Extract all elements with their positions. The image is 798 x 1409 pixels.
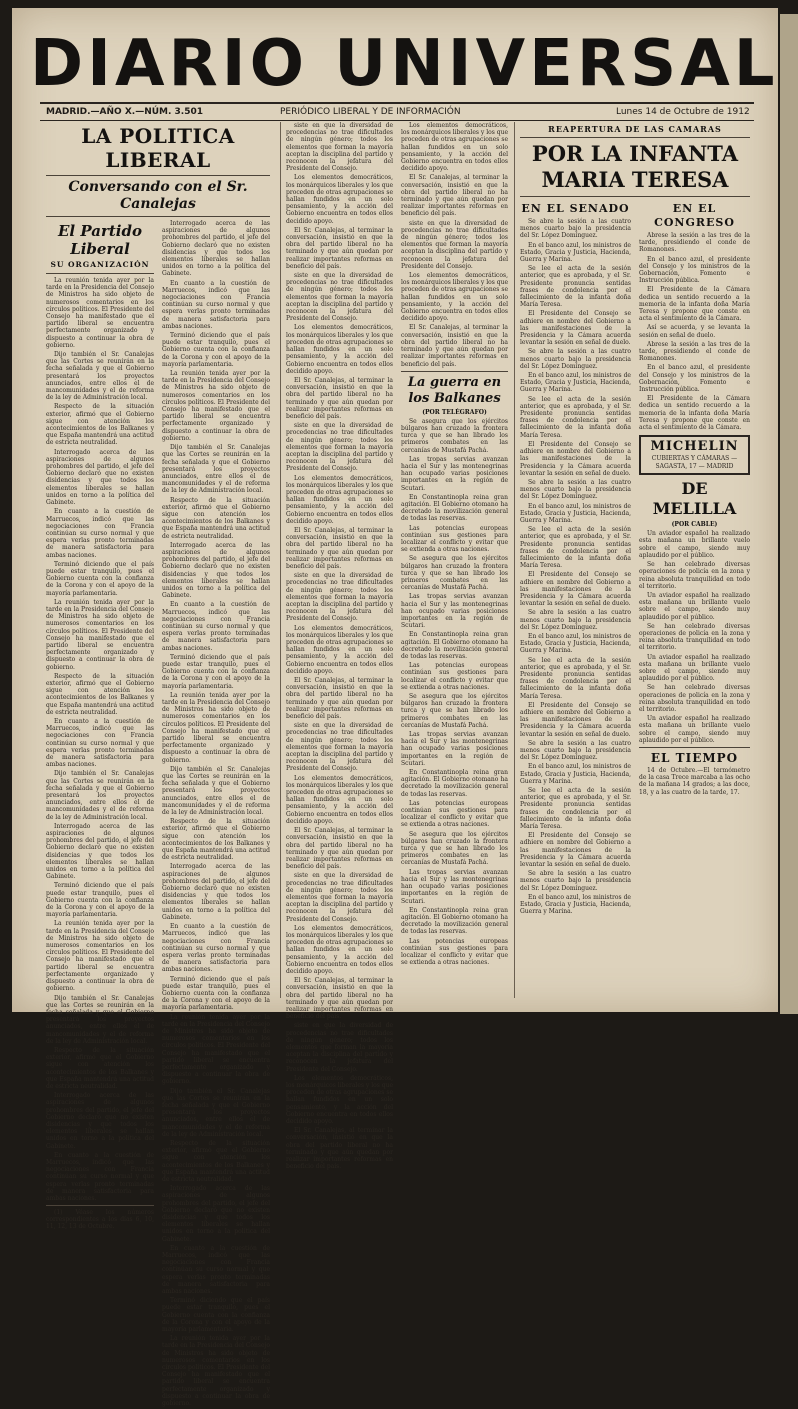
article-paragraph: Interrogado acerca de las aspiraciones de algunos prohombres del partido, el jefe del Gobierno declaró que no existen disidencias y que todos los elementos liberales se hallan unidos en torno a la política del Gabinete.: [46, 1092, 154, 1150]
masthead-title: DIARIO UNIVERSAL: [30, 27, 779, 101]
article-paragraph: El Sr. Canalejas, al terminar la conversación, insistió en que la obra del partido liberal no ha terminado y que aún quedan por realizar importantes reformas en beneficio del país.: [286, 1127, 393, 1171]
article-paragraph: En cuanto a la cuestión de Marruecos, indicó que las negociaciones con Francia continúan su curso normal y que espera verlas pronto terminadas de manera satisfactoria para ambas naciones.: [46, 1151, 154, 1202]
article-paragraph: En el banco azul, los ministros de Estado, Gracia y Justicia, Hacienda, Guerra y Marina.: [520, 502, 631, 524]
article-paragraph: La reunión tenida ayer por la tarde en la Presidencia del Consejo de Ministros ha sido objeto de numerosos comentarios en los círculos políticos. El Presidente del Consejo ha manifestado que el partido liberal se encuentra perfectamente organizado y dispuesto a continuar la obra de gobierno.: [46, 598, 154, 671]
article-paragraph: Dijo también el Sr. Canalejas que las Cortes se reunirán en la fecha señalada y que el Gobierno presentará los proyectos anunciados, entre ellos el de mancomunidades y el de reforma de la ley de Administración local.: [46, 351, 154, 402]
article-paragraph: En cuanto a la cuestión de Marruecos, indicó que las negociaciones con Francia continúan su curso normal y que espera verlas pronto terminadas de manera satisfactoria para ambas naciones.: [162, 601, 270, 652]
next-page-edge: [780, 14, 798, 1014]
article-paragraph: Se lee el acta de la sesión anterior, que es aprobada, y el Sr. Presidente pronuncia sentidas frases de condolencia por el fallecimiento de la infanta doña María Teresa.: [520, 526, 631, 570]
article-paragraph: Se abre la sesión a las cuatro menos cuarto bajo la presidencia del Sr. López Domínguez.: [520, 218, 631, 240]
article-paragraph: Las tropas servias avanzan hacia el Sur y las montenegrinas han ocupado varias posiciones importantes en la región de Scutari.: [401, 868, 508, 905]
article-paragraph: siste en que la diversidad de procedencias no trae dificultades de ningún género; todos los elementos que forman la mayoría aceptan la disciplina del partido y reconocen la jefatura del Presidente del Consejo.: [286, 1022, 393, 1073]
article-paragraph: Se abre la sesión a las cuatro menos cuarto bajo la presidencia del Sr. López Domínguez.: [520, 478, 631, 501]
article-paragraph: Se abre la sesión a las cuatro menos cuarto bajo la presidencia del Sr. López Domínguez.: [520, 609, 631, 631]
article-paragraph: Se abre la sesión a las cuatro menos cuarto bajo la presidencia del Sr. López Domínguez.: [520, 348, 631, 370]
article-paragraph: Los elementos democráticos, los monárquicos liberales y los que proceden de otras agrupaciones se hallan fundidos en un solo pensamiento, y la acción del Gobierno encuentra en todos ellos decidido apoyo.: [286, 774, 393, 825]
article-paragraph: El Sr. Canalejas, al terminar la conversación, insistió en que la obra del partido liberal no ha terminado y que aún quedan por realizar importantes reformas en beneficio del país.: [286, 226, 393, 270]
article-paragraph: Los elementos democráticos, los monárquicos liberales y los que proceden de otras agrupaciones se hallan fundidos en un solo pensamiento, y la acción del Gobierno encuentra en todos ellos decidido apoyo.: [401, 272, 508, 323]
article-paragraph: 14 de Octubre.—El termómetro de la casa Trece marcaba a las ocho de la mañana 14 grados; a las doce, 18, y a las cuatro de la tarde, 17.: [639, 766, 750, 796]
article-paragraph: Abrese la sesión a las tres de la tarde, presidiendo el conde de Romanones.: [639, 340, 750, 363]
article-paragraph: Las tropas servias avanzan hacia el Sur y las montenegrinas han ocupado varias posiciones importantes en la región de Scutari.: [401, 593, 508, 630]
article-paragraph: El Presidente del Consejo se adhiere en nombre del Gobierno a las manifestaciones de la Presidencia y la Cámara acuerda levantar la sesión en señal de duelo.: [520, 310, 631, 347]
divider: [639, 747, 750, 748]
article-paragraph: El Sr. Canalejas, al terminar la conversación, insistió en que la obra del partido liberal no ha terminado y que aún quedan por realizar importantes reformas en beneficio del país.: [286, 677, 393, 721]
article-paragraph: En el banco azul, el presidente del Consejo y los ministros de la Gobernación, Fomento e Instrucción pública.: [639, 364, 750, 394]
article-paragraph: Terminó diciendo que el país puede estar tranquilo, pues el Gobierno cuenta con la confianza de la Corona y con el apoyo de la mayoría parlamentaria.: [162, 332, 270, 368]
footnote: (1) Véase los números correspondientes a los días 6, 10, 11, 12, 13 de Octubre.: [46, 1209, 154, 1231]
column-rule: [280, 122, 281, 998]
article-paragraph: siste en que la diversidad de procedencias no trae dificultades de ningún género; todos los elementos que forman la mayoría aceptan la disciplina del partido y reconocen la jefatura del Presidente del Consejo.: [286, 872, 393, 923]
article-paragraph: Terminó diciendo que el país puede estar tranquilo, pues el Gobierno cuenta con la confianza de la Corona y con el apoyo de la mayoría parlamentaria.: [162, 1297, 270, 1334]
article-paragraph: En el banco azul, los ministros de Estado, Gracia y Justicia, Hacienda, Guerra y Marina.: [520, 893, 631, 916]
article-paragraph: En cuanto a la cuestión de Marruecos, indicó que las negociaciones con Francia continúan su curso normal y que espera verlas pronto terminadas de manera satisfactoria para ambas naciones.: [162, 1244, 270, 1296]
article-paragraph: Se han celebrado diversas operaciones de policía en la zona y reina absoluta tranquilidad en todo el territorio.: [639, 561, 750, 590]
article-paragraph: Los elementos democráticos, los monárquicos liberales y los que proceden de otras agrupaciones se hallan fundidos en un solo pensamiento, y la acción del Gobierno encuentra en todos ellos decidido apoyo.: [286, 324, 393, 375]
article-paragraph: Las potencias europeas continúan sus gestiones para localizar el conflicto y evitar que se extienda a otras naciones.: [401, 937, 508, 967]
balkan-headline: La guerra en los Balkanes: [407, 374, 502, 406]
michelin-ad: [639, 435, 750, 475]
article-paragraph: Se abre la sesión a las cuatro menos cuarto bajo la presidencia del Sr. López Domínguez.: [520, 870, 631, 892]
ad-line: CUBIERTAS Y CÁMARAS — SAGASTA, 17 — MADRID: [651, 455, 738, 471]
article-paragraph: El Presidente del Consejo se adhiere en nombre del Gobierno a las manifestaciones de la Presidencia y la Cámara acuerda levantar la sesión en señal de duelo.: [520, 832, 631, 869]
chambers-banner: REAPERTURA DE LAS CAMARAS: [548, 124, 722, 134]
article-paragraph: Se han celebrado diversas operaciones de policía en la zona y reina absoluta tranquilidad en todo el territorio.: [639, 684, 750, 713]
article-paragraph: Interrogado acerca de las aspiraciones de algunos prohombres del partido, el jefe del Gobierno declaró que no existen disidencias y que todos los elementos liberales se hallan unidos en torno a la política del Gabinete.: [162, 1185, 270, 1243]
article-paragraph: El Sr. Canalejas, al terminar la conversación, insistió en que la obra del partido liberal no ha terminado y que aún quedan por realizar importantes reformas en beneficio del país.: [401, 324, 508, 368]
article-paragraph: siste en que la diversidad de procedencias no trae dificultades de ningún género; todos los elementos que forman la mayoría aceptan la disciplina del partido y reconocen la jefatura del Presidente del Consejo.: [286, 572, 393, 623]
column-rule: [514, 122, 515, 998]
article-paragraph: Interrogado acerca de las aspiraciones de algunos prohombres del partido, el jefe del Gobierno declaró que no existen disidencias y que todos los elementos liberales se hallan unidos en torno a la política del Gabinete.: [46, 822, 154, 881]
article-paragraph: Se han celebrado diversas operaciones de policía en la zona y reina absoluta tranquilidad en todo el territorio.: [639, 622, 750, 652]
left-headline: LA POLITICA LIBERAL: [81, 124, 235, 172]
article-paragraph: Terminó diciendo que el país puede estar tranquilo, pues el Gobierno cuenta con la confianza de la Corona y con el apoyo de la mayoría parlamentaria.: [46, 560, 154, 597]
article-paragraph: Los elementos democráticos, los monárquicos liberales y los que proceden de otras agrupaciones se hallan fundidos en un solo pensamiento, y la acción del Gobierno encuentra en todos ellos decidido apoyo.: [286, 924, 393, 975]
article-paragraph: Dijo también el Sr. Canalejas que las Cortes se reunirán en la fecha señalada y que el Gobierno presentará los proyectos anunciados, entre ellos el de mancomunidades y el de reforma de la ley de Administración local.: [162, 1087, 270, 1138]
issue-date: Lunes 14 de Octubre de 1912: [616, 107, 750, 117]
article-paragraph: Interrogado acerca de las aspiraciones de algunos prohombres del partido, el jefe del Gobierno declaró que no existen disidencias y que todos los elementos liberales se hallan unidos en torno a la política del Gabinete.: [46, 448, 154, 507]
article-paragraph: Así se acuerda, y se levanta la sesión en señal de duelo.: [639, 324, 750, 339]
melilla-heading: DE MELILLA: [652, 479, 737, 519]
article-paragraph: En el banco azul, los ministros de Estado, Gracia y Justicia, Hacienda, Guerra y Marina.: [520, 241, 631, 264]
melilla-subhead: (POR CABLE): [671, 521, 718, 529]
article-paragraph: Los elementos democráticos, los monárquicos liberales y los que proceden de otras agrupaciones se hallan fundidos en un solo pensamiento, y la acción del Gobierno encuentra en todos ellos decidido apoyo.: [286, 474, 393, 525]
divider: [401, 371, 508, 372]
article-paragraph: En Constantinopla reina gran agitación. El Gobierno otomano ha decretado la movilización general de todas las reservas.: [401, 769, 508, 798]
divider: [46, 216, 270, 217]
weather-heading: EL TIEMPO: [650, 750, 739, 765]
article-paragraph: Se asegura que los ejércitos búlgaros han cruzado la frontera turca y que se han librado los primeros combates en las cercanías de Mustafá Pachá.: [401, 693, 508, 729]
article-paragraph: La reunión tenida ayer por la tarde en la Presidencia del Consejo de Ministros ha sido objeto de numerosos comentarios en los círculos políticos. El Presidente del Consejo ha manifestado que el partido liberal se encuentra perfectamente organizado y dispuesto a continuar la obra de gobierno.: [162, 1013, 270, 1086]
divider: [46, 175, 270, 176]
article-paragraph: Se lee el acta de la sesión anterior, que es aprobada, y el Sr. Presidente pronuncia sentidas frases de condolencia por el fallecimiento de la infanta doña María Teresa.: [520, 656, 631, 700]
article-paragraph: En cuanto a la cuestión de Marruecos, indicó que las negociaciones con Francia continúan su curso normal y que espera verlas pronto terminadas de manera satisfactoria para ambas naciones.: [162, 279, 270, 330]
article-paragraph: El Sr. Canalejas, al terminar la conversación, insistió en que la obra del partido liberal no ha terminado y que aún quedan por realizar importantes reformas en beneficio del país.: [401, 174, 508, 218]
article-paragraph: siste en que la diversidad de procedencias no trae dificultades de ningún género; todos los elementos que forman la mayoría aceptan la disciplina del partido y reconocen la jefatura del Presidente del Consejo.: [286, 122, 393, 173]
article-paragraph: Las potencias europeas continúan sus gestiones para localizar el conflicto y evitar que se extienda a otras naciones.: [401, 662, 508, 691]
column-right: [520, 122, 750, 998]
article-paragraph: Terminó diciendo que el país puede estar tranquilo, pues el Gobierno cuenta con la confianza de la Corona y con el apoyo de la mayoría parlamentaria.: [46, 882, 154, 919]
article-paragraph: Los elementos democráticos, los monárquicos liberales y los que proceden de otras agrupaciones se hallan fundidos en un solo pensamiento, y la acción del Gobierno encuentra en todos ellos decidido apoyo.: [286, 174, 393, 225]
article-paragraph: Los elementos democráticos, los monárquicos liberales y los que proceden de otras agrupaciones se hallan fundidos en un solo pensamiento, y la acción del Gobierno encuentra en todos ellos decidido apoyo.: [286, 1074, 393, 1126]
article-paragraph: Interrogado acerca de las aspiraciones de algunos prohombres del partido, el jefe del Gobierno declaró que no existen disidencias y que todos los elementos liberales se hallan unidos en torno a la política del Gabinete.: [162, 541, 270, 600]
article-paragraph: Respecto de la situación exterior, afirmó que el Gobierno sigue con atención los acontecimientos de los Balkanes y que España mantendrá una actitud de estricta neutralidad.: [46, 1046, 154, 1090]
divider: [520, 137, 750, 138]
article-paragraph: siste en que la diversidad de procedencias no trae dificultades de ningún género; todos los elementos que forman la mayoría aceptan la disciplina del partido y reconocen la jefatura del Presidente del Consejo.: [286, 422, 393, 473]
article-paragraph: Un aviador español ha realizado esta mañana un brillante vuelo sobre el campo, siendo muy aplaudido por el público.: [639, 653, 750, 683]
article-paragraph: La reunión tenida ayer por la tarde en la Presidencia del Consejo de Ministros ha sido objeto de numerosos comentarios en los círculos políticos. El Presidente del Consejo ha manifestado que el partido liberal se encuentra perfectamente organizado y dispuesto a continuar la obra de gobierno.: [162, 370, 270, 442]
article-paragraph: El Presidente del Consejo se adhiere en nombre del Gobierno a las manifestaciones de la Presidencia y la Cámara acuerda levantar la sesión en señal de duelo.: [520, 701, 631, 738]
article-paragraph: La reunión tenida ayer por la tarde en la Presidencia del Consejo de Ministros ha sido objeto de numerosos comentarios en los círculos políticos. El Presidente del Consejo ha manifestado que el partido liberal se encuentra perfectamente organizado y dispuesto a continuar la obra de gobierno.: [46, 277, 154, 349]
article-paragraph: Dijo también el Sr. Canalejas que las Cortes se reunirán en la fecha señalada y que el Gobierno presentará los proyectos anunciados, entre ellos el de mancomunidades y el de reforma de la ley de Administración local.: [162, 765, 270, 817]
article-paragraph: siste en que la diversidad de procedencias no trae dificultades de ningún género; todos los elementos que forman la mayoría aceptan la disciplina del partido y reconocen la jefatura del Presidente del Consejo.: [286, 722, 393, 773]
article-paragraph: En Constantinopla reina gran agitación. El Gobierno otomano ha decretado la movilización general de todas las reservas.: [401, 493, 508, 523]
article-paragraph: Un aviador español ha realizado esta mañana un brillante vuelo sobre el campo, siendo muy aplaudido por el público.: [639, 715, 750, 744]
congress-heading: EN EL CONGRESO: [654, 202, 735, 229]
article-paragraph: Las potencias europeas continúan sus gestiones para localizar el conflicto y evitar que se extienda a otras naciones.: [401, 524, 508, 554]
article-paragraph: El Presidente de la Cámara dedica un sentido recuerdo a la memoria de la infanta doña María Teresa y propone que conste en acta el sentimiento de la Cámara.: [639, 286, 750, 323]
article-paragraph: Interrogado acerca de las aspiraciones de algunos prohombres del partido, el jefe del Gobierno declaró que no existen disidencias y que todos los elementos liberales se hallan unidos en torno a la política del Gabinete.: [162, 863, 270, 921]
section-title: El Partido Liberal: [58, 222, 142, 258]
divider: [46, 1205, 154, 1206]
article-paragraph: En Constantinopla reina gran agitación. El Gobierno otomano ha decretado la movilización general de todas las reservas.: [401, 906, 508, 936]
divider: [520, 196, 750, 197]
article-paragraph: En cuanto a la cuestión de Marruecos, indicó que las negociaciones con Francia continúan su curso normal y que espera verlas pronto terminadas de manera satisfactoria para ambas naciones.: [162, 923, 270, 974]
senate-heading: EN EL SENADO: [521, 202, 630, 215]
article-paragraph: Respecto de la situación exterior, afirmó que el Gobierno sigue con atención los acontecimientos de los Balkanes y que España mantendrá una actitud de estricta neutralidad.: [46, 672, 154, 716]
article-paragraph: La reunión tenida ayer por la tarde en la Presidencia del Consejo de Ministros ha sido objeto de numerosos comentarios en los círculos políticos. El Presidente del Consejo ha manifestado que el partido liberal se encuentra perfectamente organizado y dispuesto a continuar la obra de gobierno.: [46, 920, 154, 993]
article-paragraph: Se lee el acta de la sesión anterior, que es aprobada, y el Sr. Presidente pronuncia sentidas frases de condolencia por el fallecimiento de la infanta doña María Teresa.: [520, 395, 631, 439]
article-paragraph: Terminó diciendo que el país puede estar tranquilo, pues el Gobierno cuenta con la confianza de la Corona y con el apoyo de la mayoría parlamentaria.: [162, 975, 270, 1012]
article-paragraph: Dijo también el Sr. Canalejas que las Cortes se reunirán en la fecha señalada y que el Gobierno presentará los proyectos anunciados, entre ellos el de mancomunidades y el de reforma de la ley de Administración local.: [162, 444, 270, 495]
article-paragraph: siste en que la diversidad de procedencias no trae dificultades de ningún género; todos los elementos que forman la mayoría aceptan la disciplina del partido y reconocen la jefatura del Presidente del Consejo.: [286, 272, 393, 323]
article-paragraph: El Sr. Canalejas, al terminar la conversación, insistió en que la obra del partido liberal no ha terminado y que aún quedan por realizar importantes reformas en beneficio del país.: [286, 827, 393, 871]
article-paragraph: Se asegura que los ejércitos búlgaros han cruzado la frontera turca y que se han librado los primeros combates en las cercanías de Mustafá Pachá.: [401, 555, 508, 592]
right-headline: POR LA INFANTA MARIA TERESA: [531, 141, 739, 192]
article-paragraph: En el banco azul, los ministros de Estado, Gracia y Justicia, Hacienda, Guerra y Marina.: [520, 632, 631, 655]
article-paragraph: Los elementos democráticos, los monárquicos liberales y los que proceden de otras agrupaciones se hallan fundidos en un solo pensamiento, y la acción del Gobierno encuentra en todos ellos decidido apoyo.: [286, 624, 393, 675]
subheader-bar: [40, 102, 754, 121]
article-paragraph: El Presidente de la Cámara dedica un sentido recuerdo a la memoria de la infanta doña María Teresa y propone que conste en acta el sentimiento de la Cámara.: [639, 395, 750, 432]
column-middle: [286, 122, 508, 1171]
article-paragraph: Abrese la sesión a las tres de la tarde, presidiendo el conde de Romanones.: [639, 232, 750, 254]
divider: [46, 273, 154, 274]
article-paragraph: La reunión tenida ayer por la tarde en la Presidencia del Consejo de Ministros ha sido objeto de numerosos comentarios en los círculos políticos. El Presidente del Consejo ha manifestado que el partido liberal se encuentra perfectamente organizado y dispuesto a continuar la obra de gobierno.: [162, 1335, 270, 1408]
article-paragraph: Respecto de la situación exterior, afirmó que el Gobierno sigue con atención los acontecimientos de los Balkanes y que España mantendrá una actitud de estricta neutralidad.: [162, 818, 270, 862]
ad-title: MICHELIN: [650, 439, 739, 455]
article-paragraph: El Sr. Canalejas, al terminar la conversación, insistió en que la obra del partido liberal no ha terminado y que aún quedan por realizar importantes reformas en beneficio del país.: [286, 526, 393, 570]
article-paragraph: El Sr. Canalejas, al terminar la conversación, insistió en que la obra del partido liberal no ha terminado y que aún quedan por realizar importantes reformas en beneficio del país.: [286, 977, 393, 1021]
article-paragraph: Un aviador español ha realizado esta mañana un brillante vuelo sobre el campo, siendo muy aplaudido por el público.: [639, 530, 750, 559]
article-paragraph: Se lee el acta de la sesión anterior, que es aprobada, y el Sr. Presidente pronuncia sentidas frases de condolencia por el fallecimiento de la infanta doña María Teresa.: [520, 265, 631, 309]
article-paragraph: Las tropas servias avanzan hacia el Sur y las montenegrinas han ocupado varias posiciones importantes en la región de Scutari.: [401, 455, 508, 492]
article-paragraph: Interrogado acerca de las aspiraciones de algunos prohombres del partido, el jefe del Gobierno declaró que no existen disidencias y que todos los elementos liberales se hallan unidos en torno a la política del Gabinete.: [162, 220, 270, 278]
tagline: PERIÓDICO LIBERAL Y DE INFORMACIÓN: [280, 107, 461, 117]
article-paragraph: En el banco azul, el presidente del Consejo y los ministros de la Gobernación, Fomento e Instrucción pública.: [639, 255, 750, 285]
column-left: [46, 122, 270, 1408]
article-paragraph: Respecto de la situación exterior, afirmó que el Gobierno sigue con atención los acontecimientos de los Balkanes y que España mantendrá una actitud de estricta neutralidad.: [162, 496, 270, 540]
article-paragraph: En el banco azul, los ministros de Estado, Gracia y Justicia, Hacienda, Guerra y Marina.: [520, 763, 631, 785]
article-paragraph: Se asegura que los ejércitos búlgaros han cruzado la frontera turca y que se han librado los primeros combates en las cercanías de Mustafá Pachá.: [401, 830, 508, 867]
article-paragraph: Respecto de la situación exterior, afirmó que el Gobierno sigue con atención los acontecimientos de los Balkanes y que España mantendrá una actitud de estricta neutralidad.: [46, 403, 154, 447]
article-paragraph: Respecto de la situación exterior, afirmó que el Gobierno sigue con atención los acontecimientos de los Balkanes y que España mantendrá una actitud de estricta neutralidad.: [162, 1139, 270, 1183]
article-paragraph: En cuanto a la cuestión de Marruecos, indicó que las negociaciones con Francia continúan su curso normal y que espera verlas pronto terminadas de manera satisfactoria para ambas naciones.: [46, 717, 154, 769]
article-paragraph: Terminó diciendo que el país puede estar tranquilo, pues el Gobierno cuenta con la confianza de la Corona y con el apoyo de la mayoría parlamentaria.: [162, 653, 270, 690]
article-paragraph: Dijo también el Sr. Canalejas que las Cortes se reunirán en la fecha señalada y que el Gobierno presentará los proyectos anunciados, entre ellos el de mancomunidades y el de reforma de la ley de Administración local.: [46, 770, 154, 821]
article-paragraph: En el banco azul, los ministros de Estado, Gracia y Justicia, Hacienda, Guerra y Marina.: [520, 372, 631, 394]
balkan-subhead: (POR TELÉGRAFO): [422, 408, 487, 416]
article-paragraph: En Constantinopla reina gran agitación. El Gobierno otomano ha decretado la movilización general de todas las reservas.: [401, 631, 508, 660]
article-paragraph: Las potencias europeas continúan sus gestiones para localizar el conflicto y evitar que se extienda a otras naciones.: [401, 799, 508, 829]
article-paragraph: La reunión tenida ayer por la tarde en la Presidencia del Consejo de Ministros ha sido objeto de numerosos comentarios en los círculos políticos. El Presidente del Consejo ha manifestado que el partido liberal se encuentra perfectamente organizado y dispuesto a continuar la obra de gobierno.: [162, 691, 270, 764]
article-paragraph: Un aviador español ha realizado esta mañana un brillante vuelo sobre el campo, siendo muy aplaudido por el público.: [639, 591, 750, 621]
article-paragraph: Se asegura que los ejércitos búlgaros han cruzado la frontera turca y que se han librado los primeros combates en las cercanías de Mustafá Pachá.: [401, 417, 508, 454]
article-paragraph: El Presidente del Consejo se adhiere en nombre del Gobierno a las manifestaciones de la Presidencia y la Cámara acuerda levantar la sesión en señal de duelo.: [520, 440, 631, 477]
article-paragraph: Las tropas servias avanzan hacia el Sur y las montenegrinas han ocupado varias posiciones importantes en la región de Scutari.: [401, 731, 508, 767]
article-paragraph: siste en que la diversidad de procedencias no trae dificultades de ningún género; todos los elementos que forman la mayoría aceptan la disciplina del partido y reconocen la jefatura del Presidente del Consejo.: [401, 219, 508, 270]
article-paragraph: En cuanto a la cuestión de Marruecos, indicó que las negociaciones con Francia continúan su curso normal y que espera verlas pronto terminadas de manera satisfactoria para ambas naciones.: [46, 508, 154, 559]
edition-info: MADRID.—AÑO X.—NÚM. 3.501: [46, 107, 204, 117]
article-paragraph: Dijo también el Sr. Canalejas que las Cortes se reunirán en la fecha señalada y que el Gobierno presentará los proyectos anunciados, entre ellos el de mancomunidades y el de reforma de la ley de Administración local.: [46, 994, 154, 1045]
left-subhead: Conversando con el Sr. Canalejas: [68, 179, 248, 212]
article-paragraph: El Presidente del Consejo se adhiere en nombre del Gobierno a las manifestaciones de la Presidencia y la Cámara acuerda levantar la sesión en señal de duelo.: [520, 571, 631, 608]
article-paragraph: El Sr. Canalejas, al terminar la conversación, insistió en que la obra del partido liberal no ha terminado y que aún quedan por realizar importantes reformas en beneficio del país.: [286, 376, 393, 420]
article-paragraph: Se abre la sesión a las cuatro menos cuarto bajo la presidencia del Sr. López Domínguez.: [520, 739, 631, 762]
article-paragraph: Los elementos democráticos, los monárquicos liberales y los que proceden de otras agrupaciones se hallan fundidos en un solo pensamiento, y la acción del Gobierno encuentra en todos ellos decidido apoyo.: [401, 122, 508, 173]
section-subtitle: SU ORGANIZACIÓN: [50, 260, 150, 269]
article-paragraph: Se lee el acta de la sesión anterior, que es aprobada, y el Sr. Presidente pronuncia sentidas frases de condolencia por el fallecimiento de la infanta doña María Teresa.: [520, 787, 631, 831]
